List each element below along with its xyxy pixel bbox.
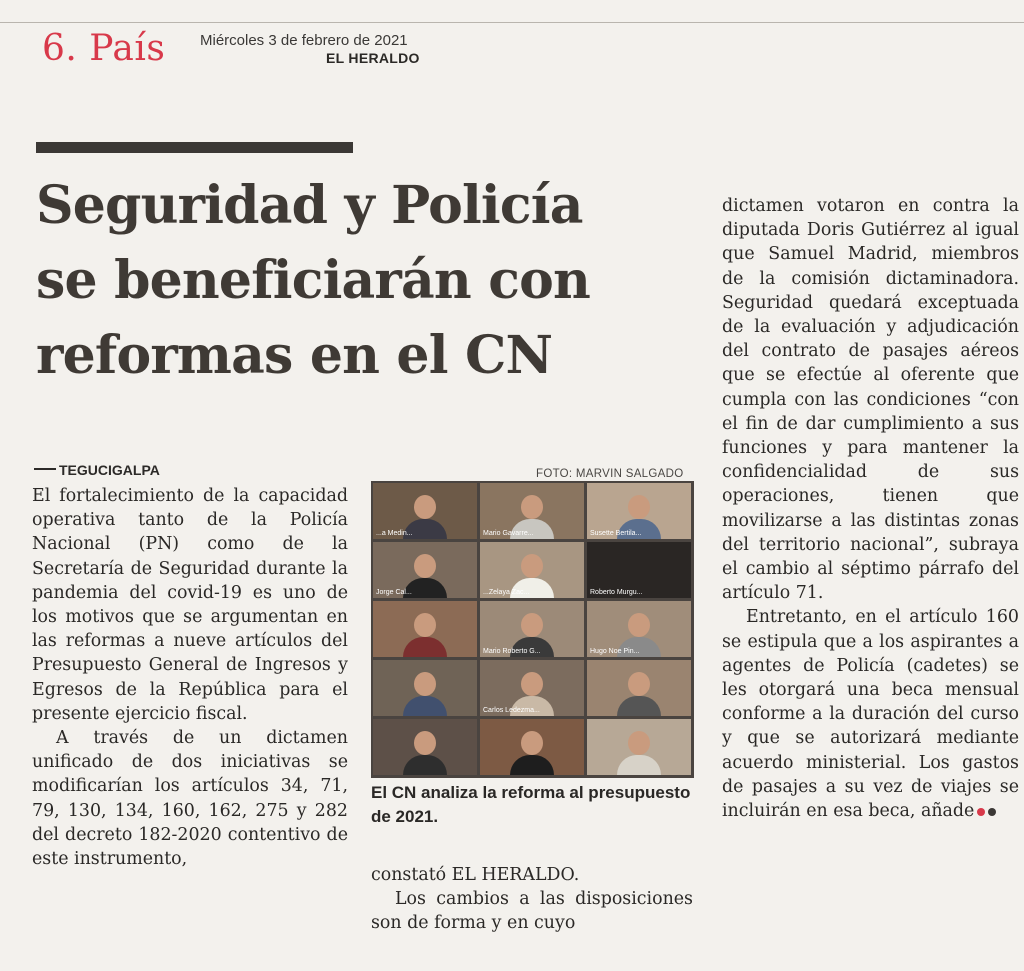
headline (36, 168, 726, 393)
participant-head (521, 495, 543, 519)
video-tile (480, 660, 584, 716)
dateline-text: TEGUCIGALPA (59, 462, 160, 478)
participant-head (414, 672, 436, 696)
headline-line-1: Seguridad y Policía (36, 175, 583, 236)
video-tile (373, 601, 477, 657)
video-tile (480, 542, 584, 598)
participant-name: ...Zelaya Zac... (483, 589, 530, 596)
participant-name: Jorge Cal... (376, 589, 412, 596)
participant-body (617, 696, 661, 716)
participant-head (628, 613, 650, 637)
headline-rule (36, 142, 353, 153)
video-tile (587, 660, 691, 716)
newspaper-name: EL HERALDO (326, 50, 420, 66)
participant-name: Mario Gavarre... (483, 530, 534, 537)
participant-head (628, 495, 650, 519)
participant-body (403, 696, 447, 716)
video-tile (587, 542, 691, 598)
participant-head (628, 672, 650, 696)
participant-head (414, 554, 436, 578)
news-photo (371, 481, 694, 778)
participant-body (403, 637, 447, 657)
dateline-dash (34, 468, 56, 470)
issue-date: Miércoles 3 de febrero de 2021 (200, 32, 408, 49)
participant-head (414, 613, 436, 637)
video-tile (587, 483, 691, 539)
participant-name: Roberto Murgu... (590, 589, 643, 596)
video-tile (373, 660, 477, 716)
paragraph-text: Entretanto, en el artículo 160 se estipula que a los aspirantes a agentes de Policía (cadetes) se les otorgará una beca mensual conforme a la duración del curso y que se autorizará mediante acuerdo ministerial. Los gastos de pasajes a su vez de viajes se incluirán en esa beca, añade (722, 607, 1019, 822)
participant-head (414, 731, 436, 755)
end-mark-red-dot (977, 808, 985, 816)
participant-name: Hugo Noe Pin... (590, 648, 640, 655)
participant-name: Carlos Ledezma... (483, 707, 540, 714)
video-tile (587, 601, 691, 657)
paragraph: El fortalecimiento de la capacidad operativa tanto de la Policía Nacional (PN) como de la Secretaría de Seguridad durante la pandemia del covid-19 es uno de los motivos que se argumentan en las reformas a nueve artículos del Presupuesto General de Ingresos y Egresos de la República para el presente ejercicio fiscal. (32, 486, 348, 724)
video-tile (373, 483, 477, 539)
video-tile (480, 483, 584, 539)
video-tile (480, 719, 584, 775)
participant-name: ...a Medin... (376, 530, 413, 537)
top-rule (0, 22, 1024, 23)
end-mark-dark-dot (988, 808, 996, 816)
participant-body (510, 755, 554, 775)
paragraph: constató EL HERALDO. (371, 865, 580, 885)
participant-head (521, 554, 543, 578)
paragraph (722, 605, 1019, 823)
participant-name: Mario Roberto G... (483, 648, 541, 655)
column-1 (32, 484, 348, 871)
video-tile (373, 542, 477, 598)
video-tile (373, 719, 477, 775)
paragraph: dictamen votaron en contra la diputada Doris Gutiérrez al igual que Samuel Madrid, miembros de la comisión dictaminadora. Seguridad quedará exceptuada de la evaluación y adjudicación del contrato de pasajes aéreos que se efectúe al oferente que cumpla con las condiciones “con el fin de dar cumplimiento a sus funciones y para mantener la confidencialidad de sus operaciones, tienen que movilizarse a las distintas zonas del territorio nacional”, subraya el cambio al séptimo párrafo del artículo 71. (722, 196, 1019, 604)
participant-head (521, 731, 543, 755)
dateline (34, 462, 160, 478)
photo-caption: El CN analiza la reforma al presupuesto de 2021. (371, 783, 691, 826)
paragraph: Los cambios a las disposiciones son de forma y en cuyo (371, 889, 693, 934)
participant-name: Susette Bertila... (590, 530, 642, 537)
section-title: 6. País (42, 28, 166, 69)
video-tile (480, 601, 584, 657)
column-3 (722, 194, 1019, 823)
photo-credit: FOTO: MARVIN SALGADO (536, 468, 684, 480)
column-2 (371, 863, 693, 936)
participant-head (521, 672, 543, 696)
participant-head (521, 613, 543, 637)
paragraph: A través de un dictamen unificado de dos iniciativas se modificarían los artículos 34, 71, 79, 130, 134, 160, 162, 275 y 282 del decreto 182-2020 contentivo de este instrumento, (32, 728, 348, 870)
participant-head (628, 731, 650, 755)
video-tile (587, 719, 691, 775)
headline-line-3: reformas en el CN (36, 325, 553, 386)
headline-line-2: se beneficiarán con (36, 250, 590, 311)
participant-body (617, 755, 661, 775)
participant-head (414, 495, 436, 519)
participant-body (403, 755, 447, 775)
